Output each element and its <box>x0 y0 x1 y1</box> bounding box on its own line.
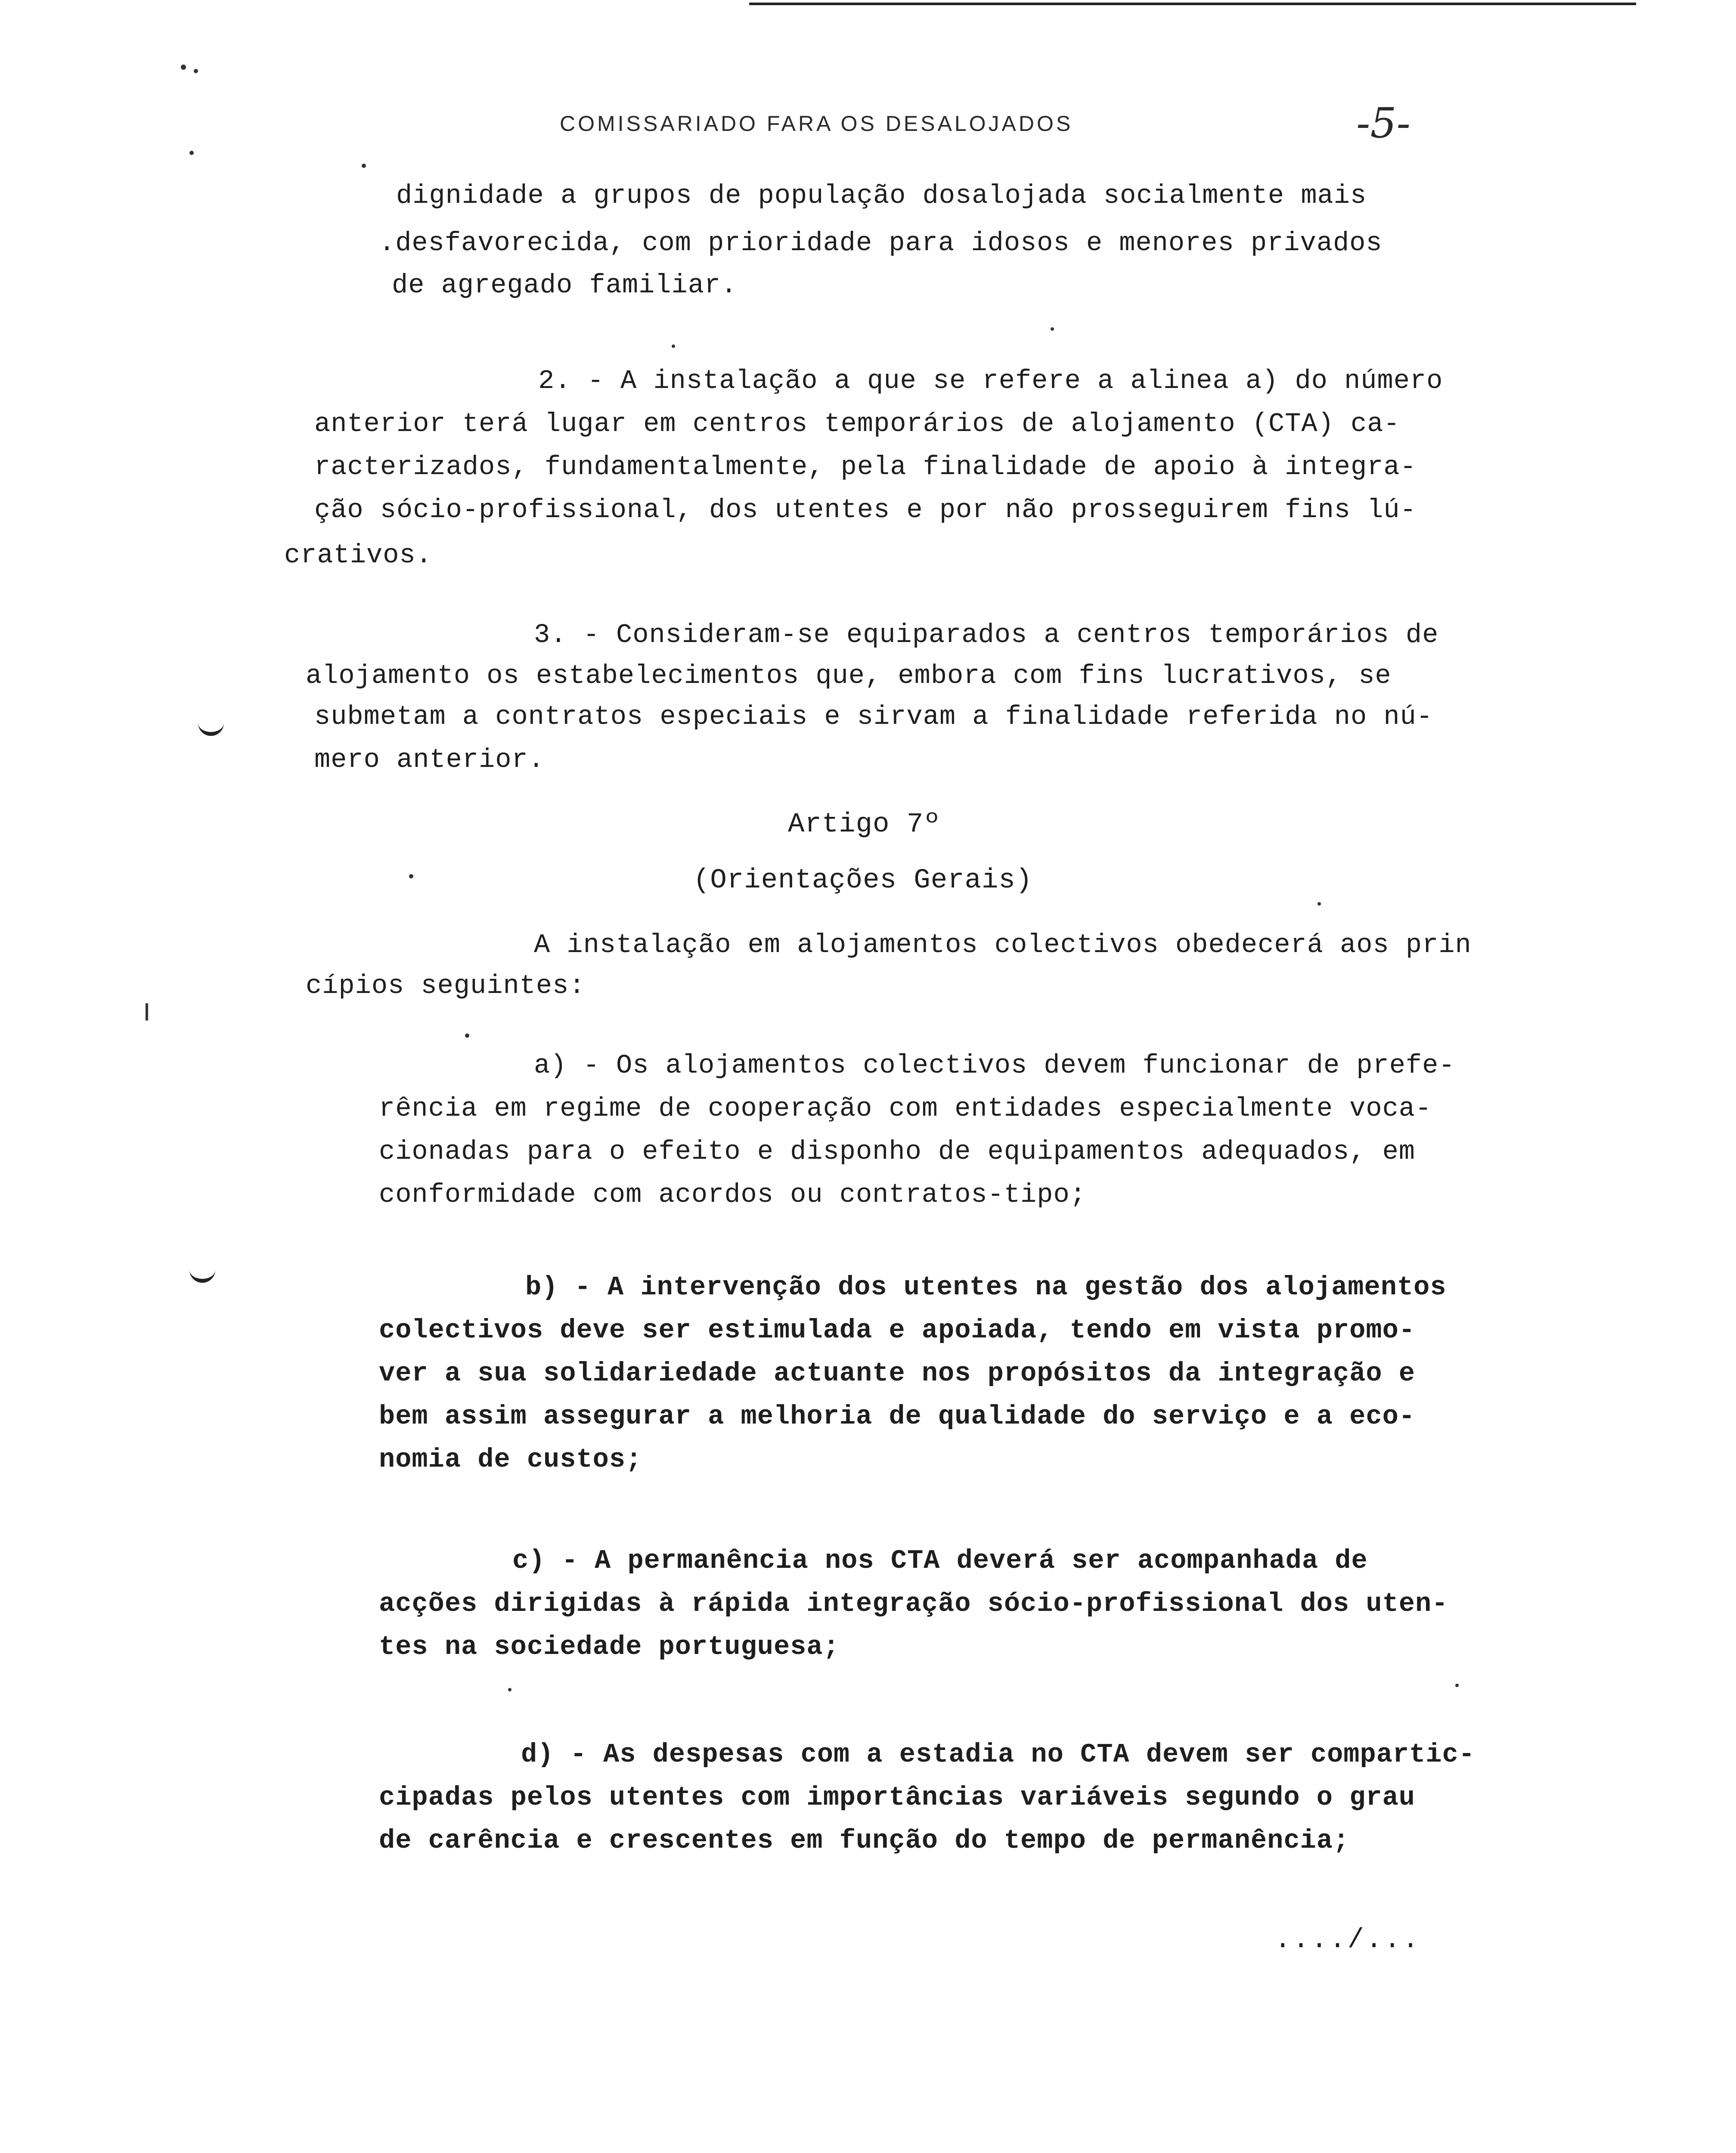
text-line: tes na sociedade portuguesa; <box>379 1632 840 1662</box>
margin-tick-mark <box>189 1262 215 1283</box>
text-line: 2. - A instalação a que se refere a alinea a) do número <box>538 366 1443 396</box>
page-number: -5- <box>1356 99 1410 147</box>
text-line: rência em regime de cooperação com entidades especialmente voca- <box>379 1093 1432 1124</box>
text-line: mero anterior. <box>314 745 545 775</box>
scan-speck <box>194 69 198 73</box>
text-line: anterior terá lugar em centros temporários de alojamento (CTA) ca- <box>314 409 1400 439</box>
scan-speck <box>362 164 366 168</box>
margin-bar <box>146 1003 148 1021</box>
text-line: ção sócio-profissional, dos utentes e por não prosseguirem fins lú- <box>314 495 1417 525</box>
text-line: nomia de custos; <box>379 1444 642 1475</box>
text-line: cipadas pelos utentes com importâncias variáveis segundo o grau <box>379 1782 1415 1813</box>
text-line: crativos. <box>284 540 432 571</box>
text-line: ver a sua solidariedade actuante nos propósitos da integração e <box>379 1358 1415 1389</box>
text-line: acções dirigidas à rápida integração sócio-profissional dos uten- <box>379 1588 1448 1619</box>
text-line: submetam a contratos especiais e sirvam a finalidade referida no nú- <box>314 701 1433 732</box>
scan-speck <box>409 874 413 878</box>
text-line: alojamento os estabelecimentos que, embora com fins lucrativos, se <box>306 661 1392 691</box>
scan-speck <box>189 151 194 155</box>
text-line: bem assim assegurar a melhoria de qualidade do serviço e a eco- <box>379 1401 1415 1432</box>
text-line: d) - As despesas com a estadia no CTA devem ser compartic- <box>521 1739 1475 1770</box>
text-line: cionadas para o efeito e disponho de equipamentos adequados, em <box>379 1136 1415 1167</box>
article-heading: Artigo 7º <box>788 809 941 840</box>
article-subtitle: (Orientações Gerais) <box>693 865 1033 896</box>
scan-speck <box>1455 1684 1459 1687</box>
scan-speck <box>465 1033 469 1038</box>
text-line: .desfavorecida, com prioridade para idosos e menores privados <box>379 228 1383 258</box>
scan-speck <box>672 344 675 348</box>
margin-tick-mark <box>198 715 224 736</box>
text-line: colectivos deve ser estimulada e apoiada, tendo em vista promo- <box>379 1315 1415 1346</box>
scan-speck <box>1318 902 1321 906</box>
text-line: c) - A permanência nos CTA deverá ser acompanhada de <box>512 1545 1368 1576</box>
letterhead-title: COMISSARIADO FARA OS DESALOJADOS <box>560 112 1073 136</box>
text-line: b) - A intervenção dos utentes na gestão dos alojamentos <box>525 1272 1447 1303</box>
text-line: A instalação em alojamentos colectivos obedecerá aos prin <box>534 930 1472 960</box>
text-line: 3. - Consideram-se equiparados a centros temporários de <box>534 620 1439 650</box>
continuation-mark: ..../... <box>1274 1925 1421 1956</box>
text-line: conformidade com acordos ou contratos-tipo; <box>379 1179 1086 1210</box>
text-line: de carência e crescentes em função do tempo de permanência; <box>379 1825 1350 1856</box>
text-line: de agregado familiar. <box>392 270 738 301</box>
scan-speck <box>181 65 186 70</box>
text-line: cípios seguintes: <box>306 971 586 1001</box>
text-line: racterizados, fundamentalmente, pela finalidade de apoio à integra- <box>314 452 1417 482</box>
text-line: a) - Os alojamentos colectivos devem funcionar de prefe- <box>534 1050 1455 1081</box>
scan-speck <box>1051 327 1054 331</box>
top-rule <box>749 3 1636 5</box>
scan-speck <box>508 1688 512 1691</box>
text-line: dignidade a grupos de população dosalojada socialmente mais <box>396 180 1367 211</box>
